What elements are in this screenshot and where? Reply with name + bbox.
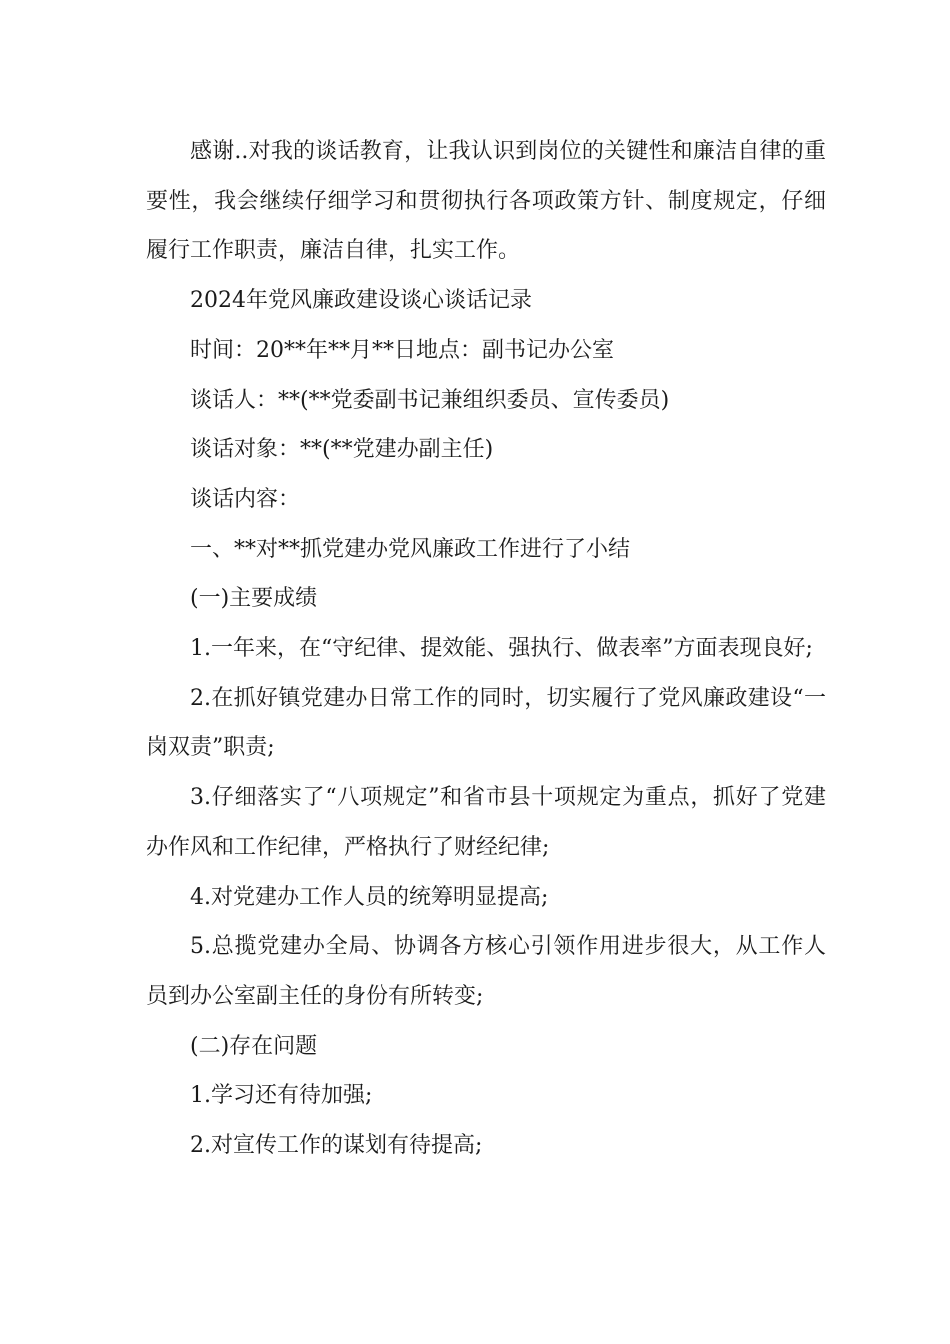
problem-item: 1.学习还有待加强; — [190, 1083, 373, 1109]
achievement-item: 2.在抓好镇党建办日常工作的同时，切实履行了党风廉政建设“一岗双责”职责; — [146, 685, 826, 761]
interviewee: 谈话对象：**(**党建办副主任) — [190, 437, 494, 463]
problem-item: 2.对宣传工作的谋划有待提高; — [190, 1133, 483, 1159]
document-page — [146, 127, 826, 1171]
achievement-item: 5.总揽党建办全局、协调各方核心引领作用进步很大，从工作人员到办公室副主任的身份有所转变; — [146, 934, 826, 1009]
interviewer: 谈话人：**(**党委副书记兼组织委员、宣传委员) — [190, 387, 670, 413]
time-location: 时间：20**年**月**日地点：副书记办公室 — [190, 337, 614, 363]
subsection-achievements-heading: (一)主要成绩 — [190, 586, 318, 612]
content-heading: 谈话内容： — [190, 486, 301, 512]
subsection-problems-heading: (二)存在问题 — [190, 1033, 318, 1059]
achievement-item: 1.一年来，在“守纪律、提效能、强执行、做表率”方面表现良好; — [190, 636, 813, 662]
record-title: 2024年党风廉政建设谈心谈话记录 — [190, 288, 532, 314]
achievement-item: 4.对党建办工作人员的统筹明显提高; — [190, 884, 549, 910]
section-summary-heading: 一、**对**抓党建办党风廉政工作进行了小结 — [190, 536, 631, 562]
paragraph-thanks: 感谢..对我的谈话教育，让我认识到岗位的关键性和廉洁自律的重要性，我会继续仔细学习和贯彻执行各项政策方针、制度规定，仔细履行工作职责，廉洁自律，扎实工作。 — [146, 139, 826, 264]
achievement-item: 3.仔细落实了“八项规定”和省市县十项规定为重点，抓好了党建办作风和工作纪律，严格执行了财经纪律; — [146, 785, 826, 860]
